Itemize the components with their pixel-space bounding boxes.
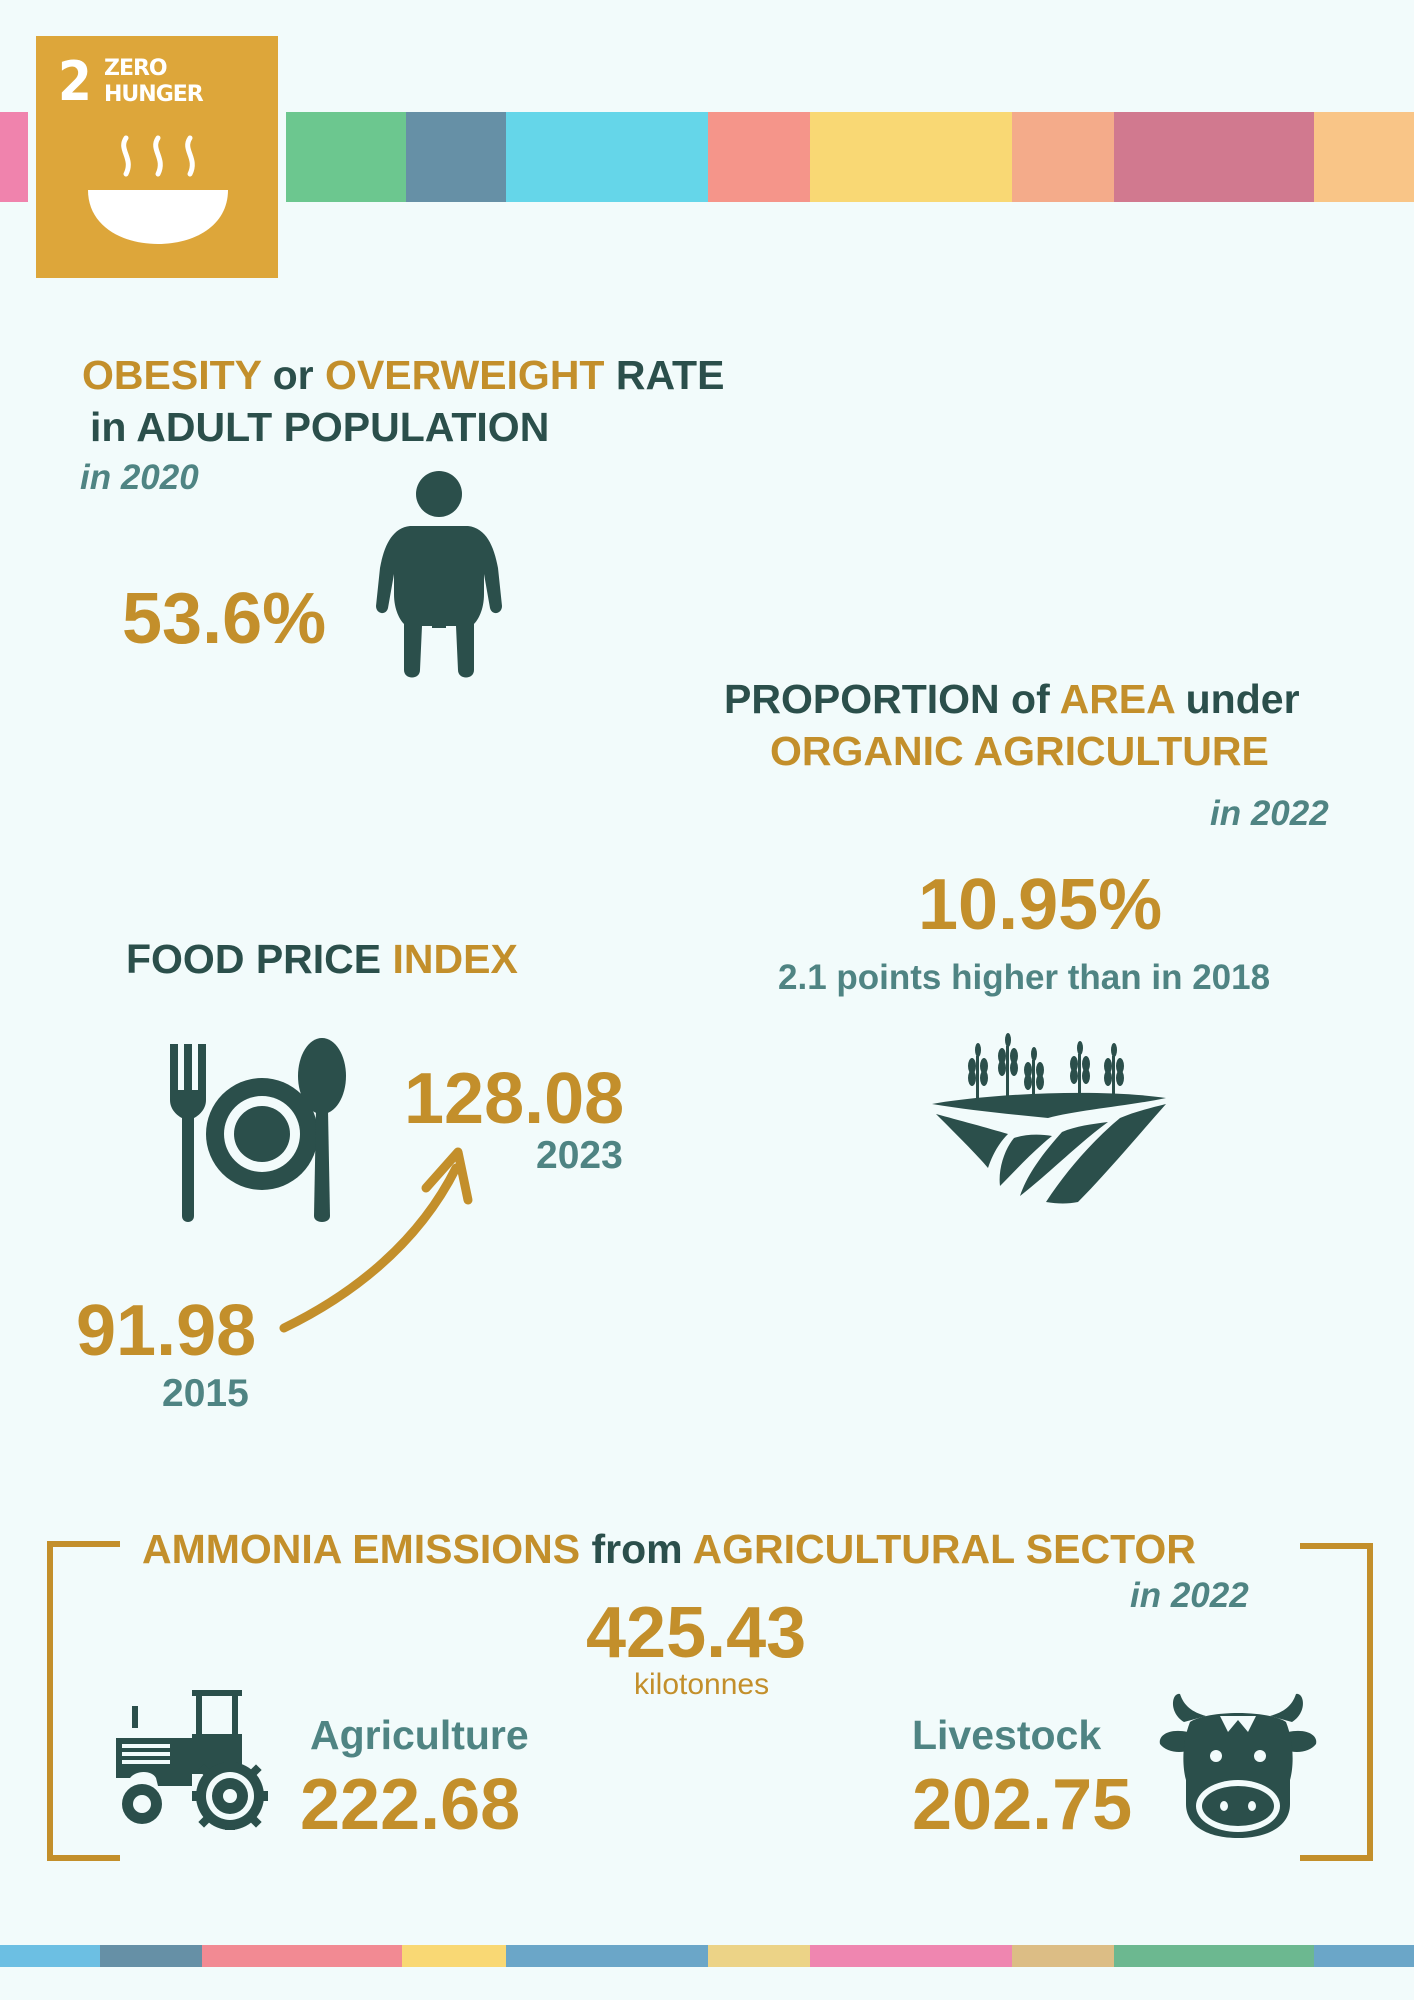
agriculture-label: Agriculture: [310, 1712, 529, 1758]
ammonia-title-c: AGRICULTURAL SECTOR: [692, 1526, 1196, 1572]
obesity-title-d: RATE: [604, 352, 725, 398]
food-price-title-b: INDEX: [392, 936, 518, 982]
ammonia-total: 425.43: [586, 1593, 807, 1673]
sdg-number: 2: [58, 50, 92, 113]
organic-title-c: under: [1174, 676, 1300, 722]
tractor-icon: [112, 1690, 270, 1830]
bottom-stripe-7: [810, 1945, 1012, 1967]
food-price-title-a: FOOD PRICE: [126, 936, 393, 982]
steaming-bowl-icon: [84, 134, 232, 254]
bottom-stripe-10: [1314, 1945, 1414, 1967]
ammonia-year: in 2022: [1130, 1576, 1249, 1615]
organic-value: 10.95%: [918, 865, 1163, 945]
top-stripe-cyan: [506, 112, 708, 202]
food-price-end-year: 2023: [536, 1134, 623, 1177]
top-stripe-rose: [1114, 112, 1314, 202]
bottom-stripe-8: [1012, 1945, 1114, 1967]
organic-note: 2.1 points higher than in 2018: [778, 958, 1271, 997]
obesity-year: in 2020: [80, 458, 199, 497]
organic-title-b: AREA: [1059, 676, 1175, 722]
bottom-stripe-3: [202, 1945, 402, 1967]
obesity-title-line1: [82, 352, 724, 399]
bottom-stripe-2: [100, 1945, 202, 1967]
food-price-title: [126, 936, 518, 983]
cow-icon: [1158, 1692, 1318, 1838]
ammonia-title-b: from: [580, 1526, 693, 1572]
sdg2-logo: [36, 36, 278, 278]
organic-year: in 2022: [1210, 794, 1329, 833]
organic-title-line1: [724, 676, 1300, 723]
top-stripe-orange: [1314, 112, 1414, 202]
sdg-title-line1: ZERO: [104, 56, 167, 81]
food-price-start-value: 91.98: [76, 1291, 257, 1371]
obesity-title-b: or: [261, 352, 326, 398]
obesity-value: 53.6%: [122, 579, 327, 659]
agriculture-value: 222.68: [300, 1765, 521, 1845]
top-stripe-peach: [1012, 112, 1114, 202]
food-price-end-value: 128.08: [404, 1059, 625, 1139]
obesity-title-line2: in ADULT POPULATION: [90, 404, 550, 450]
ammonia-title-a: AMMONIA EMISSIONS: [142, 1526, 581, 1572]
food-price-start-year: 2015: [162, 1372, 249, 1415]
obesity-title-a: OBESITY: [82, 352, 262, 398]
ammonia-title: [142, 1526, 1196, 1573]
organic-title-line2: ORGANIC AGRICULTURE: [770, 728, 1269, 774]
top-stripe-green: [286, 112, 406, 202]
trend-arrow-icon: [276, 1138, 476, 1338]
livestock-value: 202.75: [912, 1765, 1133, 1845]
top-stripe-slate: [406, 112, 506, 202]
bottom-stripe-4: [402, 1945, 506, 1967]
person-icon: [376, 470, 502, 680]
livestock-label: Livestock: [912, 1712, 1102, 1758]
organic-title-a: PROPORTION of: [724, 676, 1060, 722]
top-stripe-yellow: [810, 112, 1012, 202]
farm-field-icon: [928, 1026, 1168, 1206]
bottom-stripe-1: [0, 1945, 100, 1967]
bottom-stripe-6: [708, 1945, 810, 1967]
obesity-title-c: OVERWEIGHT: [325, 352, 605, 398]
bottom-stripe-9: [1114, 1945, 1314, 1967]
bottom-stripe-5: [506, 1945, 708, 1967]
top-stripe-pink: [0, 112, 28, 202]
sdg-title-line2: HUNGER: [104, 82, 203, 107]
top-stripe-salmon: [708, 112, 810, 202]
ammonia-unit: kilotonnes: [634, 1668, 770, 1701]
